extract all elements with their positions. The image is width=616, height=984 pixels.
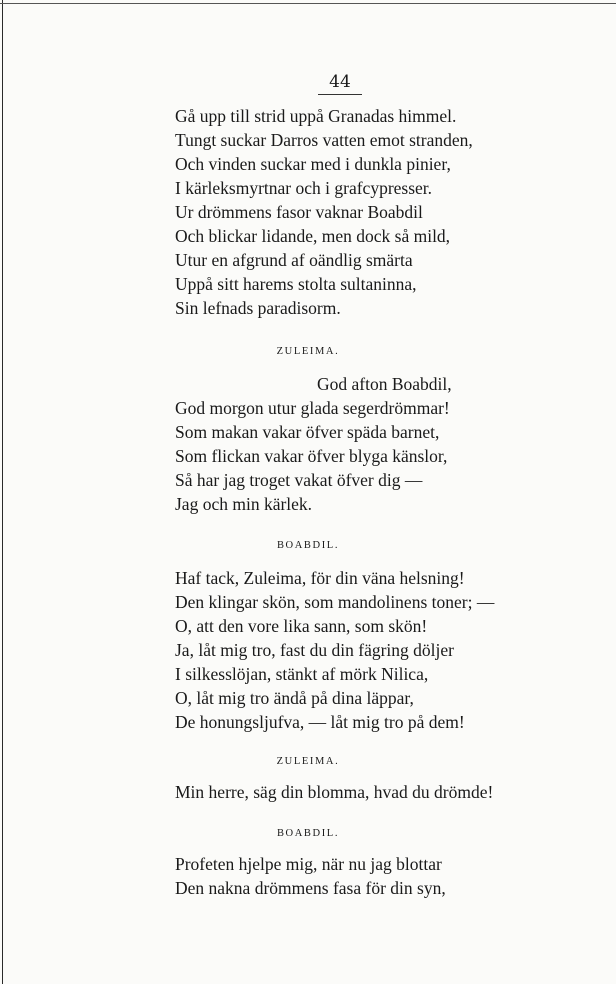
verse-line: De honungsljufva, — låt mig tro på dem! <box>175 712 465 732</box>
verse-line: Utur en afgrund af oändlig smärta <box>175 250 413 270</box>
verse-line: Den nakna drömmens fasa för din syn, <box>175 878 446 898</box>
verse-line: Som makan vakar öfver späda barnet, <box>175 422 440 442</box>
verse-line: Och blickar lidande, men dock så mild, <box>175 226 451 246</box>
verse-line: Haf tack, Zuleima, för din väna helsning! <box>175 568 465 588</box>
verse-line: I silkesslöjan, stänkt af mörk Nilica, <box>175 664 429 684</box>
verse-line: Så har jag troget vakat öfver dig — <box>175 470 423 490</box>
verse-line: Profeten hjelpe mig, när nu jag blottar <box>175 854 442 874</box>
speaker-name: BOABDIL. <box>276 828 340 839</box>
verse-line: Den klingar skön, som mandolinens toner; — <box>175 592 495 612</box>
verse-line: God afton Boabdil, <box>317 374 452 394</box>
page-edge-top <box>0 3 616 4</box>
verse-line: God morgon utur glada segerdrömmar! <box>175 398 450 418</box>
page-number: 44 <box>329 72 351 92</box>
verse-line: Som flickan vakar öfver blyga känslor, <box>175 446 448 466</box>
verse-line: O, att den vore lika sann, som skön! <box>175 616 428 636</box>
speaker-name: BOABDIL. <box>276 540 340 551</box>
speaker-name: ZULEIMA. <box>276 756 340 767</box>
page-number-rule <box>318 94 362 95</box>
speaker-name: ZULEIMA. <box>276 346 340 357</box>
verse-line: Jag och min kärlek. <box>175 494 313 514</box>
verse-line: O, låt mig tro ändå på dina läppar, <box>175 688 414 708</box>
verse-line: Sin lefnads paradisorm. <box>175 298 341 318</box>
verse-line: Gå upp till strid uppå Granadas himmel. <box>175 106 457 126</box>
verse-line: Tungt suckar Darros vatten emot stranden, <box>175 130 473 150</box>
verse-line: Ur drömmens fasor vaknar Boabdil <box>175 202 423 222</box>
verse-line: Min herre, säg din blomma, hvad du drömde! <box>175 782 494 802</box>
verse-line: Uppå sitt harems stolta sultaninna, <box>175 274 417 294</box>
verse-line: Och vinden suckar med i dunkla pinier, <box>175 154 451 174</box>
verse-line: I kärleksmyrtnar och i grafcypresser. <box>175 178 433 198</box>
verse-line: Ja, låt mig tro, fast du din fägring döljer <box>175 640 454 660</box>
